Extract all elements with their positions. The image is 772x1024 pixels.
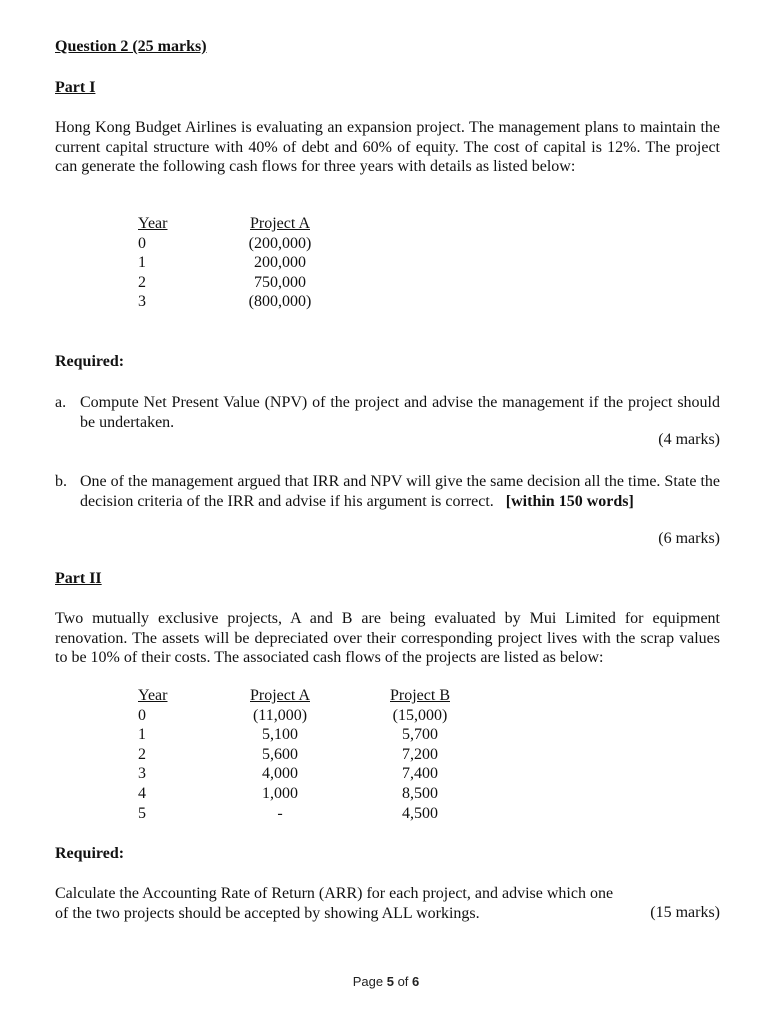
part1-item-a [55,393,720,432]
table-cell: 2 [138,745,146,763]
item-b-body [80,472,720,511]
item-b-letter: b. [55,473,67,490]
part1-intro: Hong Kong Budget Airlines is evaluating an expansion project. The management plans to maintain the current capital structure with 40% of debt and 60% of equity. The cost of capital is 12%. The project can generate the following cash flows for three years with details as listed below: [55,119,720,176]
question-title: Question 2 (25 marks) [55,38,207,55]
table-cell: 0 [138,234,146,252]
item-a-text: Compute Net Present Value (NPV) of the project and advise the management if the project should be undertaken. [80,394,720,431]
table-cell: 750,000 [254,273,306,291]
footer-total-pages: 6 [412,974,420,989]
item-b-text: One of the management argued that IRR and NPV will give the same decision all the time. State the decision criteria of the IRR and advise if his argument is correct. [80,473,720,510]
footer-prefix: Page [352,974,387,989]
part2-required-label: Required: [55,845,125,862]
part2-intro: Two mutually exclusive projects, A and B are being evaluated by Mui Limited for equipment renovation. The assets will be depreciated over their corresponding project lives with the scrap values to be 10% of their costs. The associated cash flows of the projects are listed as below: [55,610,720,667]
table-cell: 5,100 [262,726,298,744]
table-cell: 1 [138,726,146,744]
part2-header-year: Year [138,687,168,704]
table-cell: 4 [138,784,146,802]
item-a-marks: (4 marks) [658,431,720,448]
part2-required-marks: (15 marks) [650,904,720,921]
table-cell: 8,500 [402,784,438,802]
part1-required-label: Required: [55,353,125,370]
item-b-word-limit: [within 150 words] [505,492,634,510]
part2-header-project-a: Project A [250,687,310,704]
footer-current-page: 5 [386,974,394,989]
table-cell: 0 [138,706,146,724]
table-cell: - [277,804,283,822]
part1-year-column [138,214,167,312]
part1-header-project-a: Project A [250,215,310,232]
item-a-letter: a. [55,394,67,411]
part1-project-a-column [240,214,320,312]
part2-heading: Part II [55,570,102,587]
table-cell: 4,500 [402,804,438,822]
part1-item-b [55,472,720,511]
table-cell: 5 [138,804,146,822]
table-cell: 7,400 [402,765,438,783]
part2-project-b-column [380,686,460,823]
table-cell: 3 [138,293,146,311]
table-cell: (800,000) [248,293,312,311]
table-cell: 1 [138,254,146,272]
table-cell: (200,000) [248,234,312,252]
footer-middle: of [393,974,413,989]
part1-heading: Part I [55,79,96,96]
part2-project-a-column [240,686,320,823]
table-cell: 1,000 [262,784,298,802]
page-footer [0,974,772,989]
table-cell: 5,700 [402,726,438,744]
table-cell: 7,200 [402,745,438,763]
table-cell: 2 [138,273,146,291]
part2-year-column [138,686,167,823]
table-cell: (15,000) [392,706,448,724]
table-cell: 5,600 [262,745,298,763]
table-cell: (11,000) [252,706,308,724]
item-b-marks: (6 marks) [658,530,720,547]
table-cell: 4,000 [262,765,298,783]
part1-header-year: Year [138,215,168,232]
table-cell: 3 [138,765,146,783]
part2-header-project-b: Project B [390,687,450,704]
part2-required-text: Calculate the Accounting Rate of Return (ARR) for each project, and advise which one of the two projects should be accepted by showing ALL workings. [55,885,614,922]
table-cell: 200,000 [254,254,306,272]
